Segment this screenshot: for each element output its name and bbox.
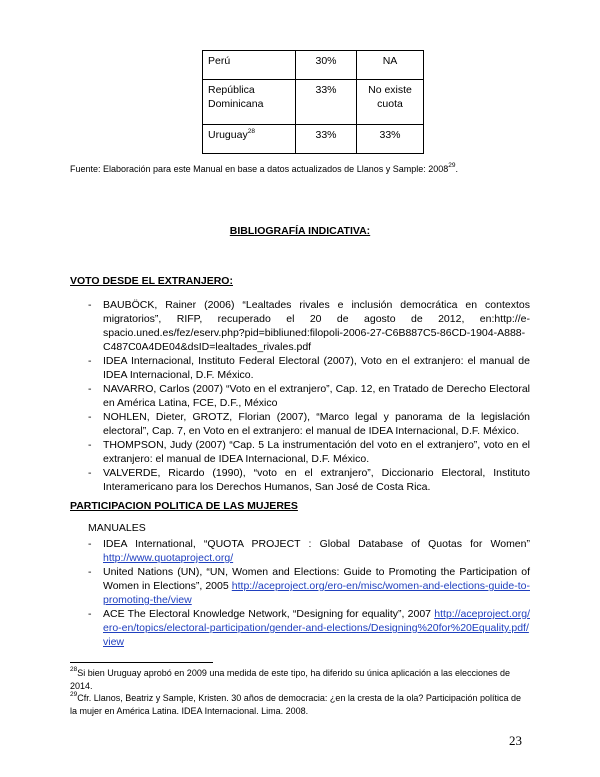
quota-cell: NA: [357, 51, 424, 80]
reference-text: IDEA International, “QUOTA PROJECT : Global Database of Quotas for Women”: [103, 538, 530, 550]
footnote: [70, 692, 530, 717]
list-item: [70, 466, 530, 494]
dash-bullet: -: [88, 608, 92, 620]
list-item: [70, 607, 530, 649]
country-name: República Dominicana: [208, 84, 264, 110]
list-item: [70, 298, 530, 354]
reference-link[interactable]: http://aceproject.org/ero-en/misc/women-and-elections-guide-to-promoting-the/view: [103, 580, 530, 606]
reference-link[interactable]: http://www.quotaproject.org/: [103, 552, 234, 564]
footnotes: [70, 667, 530, 717]
reference-text: NOHLEN, Dieter, GROTZ, Florian (2007), “Marco legal y panorama de la legislación electoral”, Cap. 7, en Voto en el extranjero: el manual de IDEA Internacional, D.F. México.: [103, 411, 530, 437]
table-row: [203, 80, 424, 125]
list-item: [70, 354, 530, 382]
country-cell: [203, 51, 296, 80]
voto-reference-list: [70, 298, 530, 494]
footnote-text: Cfr. Llanos, Beatriz y Sample, Kristen. 30 años de democracia: ¿en la cresta de la ola? Participación política de la mujer en América Latina. IDEA Internacional. Lima. 2008.: [70, 693, 521, 716]
source-note: [70, 164, 458, 174]
dash-bullet: -: [88, 439, 92, 451]
dash-bullet: -: [88, 299, 92, 311]
dash-bullet: -: [88, 566, 92, 578]
footnote-ref[interactable]: 29: [448, 162, 456, 169]
footnote-number: 28: [70, 666, 78, 673]
table-row: [203, 51, 424, 80]
list-item: [70, 537, 530, 565]
section-heading-voto: VOTO DESDE EL EXTRANJERO:: [70, 275, 233, 287]
percent-cell: 33%: [296, 80, 357, 125]
source-text: Fuente: Elaboración para este Manual en base a datos actualizados de Llanos y Sample: 2008: [70, 164, 449, 174]
table-row: [203, 125, 424, 154]
dash-bullet: -: [88, 467, 92, 479]
quota-table: [202, 50, 424, 154]
source-end: .: [455, 164, 459, 174]
list-item: [70, 382, 530, 410]
footnote-separator: [70, 662, 213, 663]
dash-bullet: -: [88, 355, 92, 367]
reference-text: ACE The Electoral Knowledge Network, “Designing for equality”, 2007: [103, 608, 435, 620]
dash-bullet: -: [88, 383, 92, 395]
page-number: 23: [509, 733, 522, 748]
dash-bullet: -: [88, 411, 92, 423]
quota-cell: No existe cuota: [357, 80, 424, 125]
footnote-ref[interactable]: 28: [247, 128, 255, 135]
subheading-manuales: MANUALES: [88, 522, 146, 534]
footnote: [70, 667, 530, 692]
percent-cell: 33%: [296, 125, 357, 154]
reference-text: BAUBÖCK, Rainer (2006) “Lealtades rivales e inclusión democrática en contextos migratorios”, RIFP, recuperado el 20 de agosto de 2012, en:http://e-spacio.uned.es/fez/eserv.php?pid=bibliuned:filopoli-2006-27-C6B887C5-86CD-1904-A888-C487C0A4DE04&dsID=lealtades_rivales.pdf: [103, 299, 530, 353]
bibliography-title: BIBLIOGRAFÍA INDICATIVA:: [229, 225, 371, 237]
reference-text: VALVERDE, Ricardo (1990), “voto en el extranjero”, Diccionario Electoral, Instituto Interamericano para los Derechos Humanos, San José de Costa Rica.: [103, 467, 530, 493]
participacion-reference-list: [70, 537, 530, 649]
list-item: [70, 410, 530, 438]
country-name: Uruguay: [208, 129, 248, 141]
reference-link[interactable]: http://aceproject.org/ero-en/topics/electoral-participation/gender-and-elections/Designing%20for%20Equality.pdf/view: [103, 608, 530, 648]
list-item: [70, 438, 530, 466]
list-item: [70, 565, 530, 607]
country-cell: [203, 125, 296, 154]
quota-cell: 33%: [357, 125, 424, 154]
reference-text: IDEA Internacional, Instituto Federal Electoral (2007), Voto en el extranjero: el manual de IDEA Internacional, D.F. México.: [103, 355, 530, 381]
footnote-text: Si bien Uruguay aprobó en 2009 una medida de este tipo, ha diferido su única aplicación a las elecciones de 2014.: [70, 668, 511, 691]
footnote-number: 29: [70, 691, 78, 698]
country-cell: [203, 80, 296, 125]
reference-text: United Nations (UN), “UN, Women and Elections: Guide to Promoting the Participation of Women in Elections”, 2005: [103, 566, 530, 592]
reference-text: THOMPSON, Judy (2007) “Cap. 5 La instrumentación del voto en el extranjero”, voto en el extranjero: el manual de IDEA Internacional, D.F. México.: [103, 439, 530, 465]
section-heading-participacion: PARTICIPACION POLITICA DE LAS MUJERES: [70, 500, 298, 512]
dash-bullet: -: [88, 538, 92, 550]
percent-cell: 30%: [296, 51, 357, 80]
reference-text: NAVARRO, Carlos (2007) “Voto en el extranjero”, Cap. 12, en Tratado de Derecho Electoral en América Latina, FCE, D.F., México: [103, 383, 530, 409]
country-name: Perú: [208, 55, 231, 67]
